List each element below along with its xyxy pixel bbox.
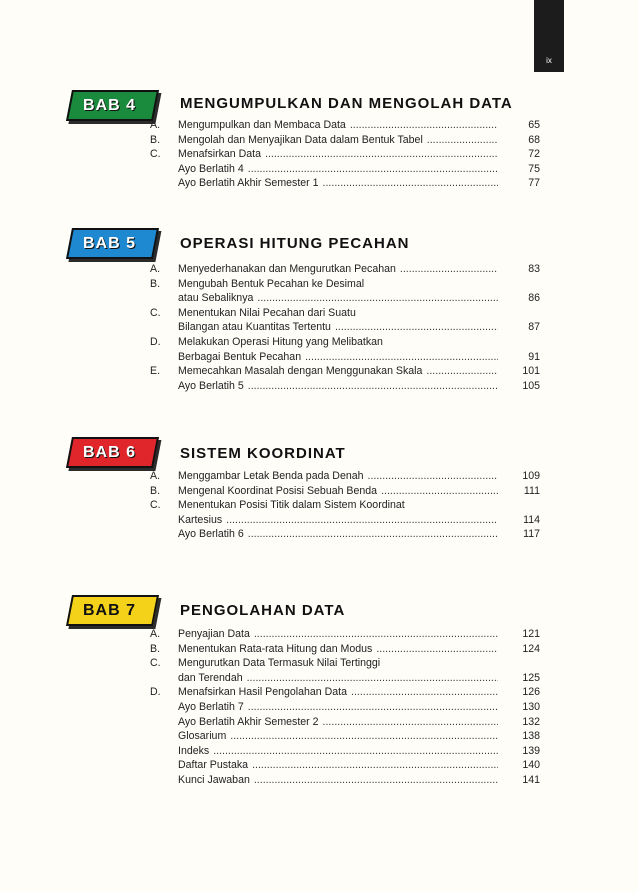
toc-entry xyxy=(150,469,540,484)
page-number-tab xyxy=(534,0,564,72)
toc-entry-line xyxy=(178,118,498,133)
toc-entry-text: Ayo Berlatih 7 xyxy=(178,700,244,713)
toc-entry-page: 72 xyxy=(528,148,540,161)
toc-entry-letter: B. xyxy=(150,133,161,146)
toc-entry-line xyxy=(178,162,498,177)
toc-entry-letter: C. xyxy=(150,499,161,512)
toc-entry xyxy=(150,700,540,715)
toc-entry-page: 75 xyxy=(528,162,540,175)
toc-dot-leader xyxy=(376,642,498,657)
toc-entry-letter: B. xyxy=(150,642,161,655)
toc-entry-line xyxy=(178,133,498,148)
chapter-entries-bab4 xyxy=(150,118,540,191)
toc-dot-leader xyxy=(368,469,498,484)
toc-entry xyxy=(150,627,540,642)
toc-entry-page: 121 xyxy=(522,628,540,640)
toc-entry-text: Menentukan Nilai Pecahan dari Suatu xyxy=(178,306,356,319)
toc-entry-page: 114 xyxy=(523,513,540,526)
toc-entry-line xyxy=(178,656,498,671)
toc-entry xyxy=(150,364,540,379)
chapter-badge-bab5 xyxy=(66,228,159,259)
chapter-title-bab6: SISTEM KOORDINAT xyxy=(180,445,346,462)
toc-entry-text: Menafsirkan Hasil Pengolahan Data xyxy=(178,686,348,699)
toc-entry xyxy=(150,147,540,162)
toc-entry-text: Mengenal Koordinat Posisi Sebuah Benda xyxy=(178,484,378,497)
chapter-badge-bab6 xyxy=(66,437,159,468)
toc-entry-text: Indeks xyxy=(178,744,210,757)
toc-entry-page: 101 xyxy=(522,365,540,378)
toc-dot-leader xyxy=(226,513,498,528)
toc-entry-line xyxy=(178,700,498,715)
toc-entry xyxy=(150,773,540,788)
toc-entry xyxy=(150,513,540,528)
toc-entry xyxy=(150,671,540,686)
toc-entry-page: 117 xyxy=(523,528,540,541)
toc-entry-line xyxy=(178,320,498,335)
toc-entry-line xyxy=(178,671,498,686)
toc-entry-page: 65 xyxy=(528,119,540,131)
toc-dot-leader xyxy=(257,291,498,306)
toc-entry-line xyxy=(178,685,498,700)
toc-dot-leader xyxy=(213,744,498,759)
toc-entry xyxy=(150,379,540,394)
toc-entry-page: 83 xyxy=(528,263,540,275)
toc-entry-line xyxy=(178,744,498,759)
toc-entry xyxy=(150,758,540,773)
toc-entry-text: Mengubah Bentuk Pecahan ke Desimal xyxy=(178,277,365,290)
toc-dot-leader xyxy=(426,364,498,379)
toc-entry-page: 139 xyxy=(522,744,540,757)
toc-dot-leader xyxy=(305,350,498,365)
toc-entry-line xyxy=(178,469,498,484)
toc-entry-text: Menyederhanakan dan Mengurutkan Pecahan xyxy=(178,263,396,275)
toc-entry-line xyxy=(178,379,498,394)
toc-entry xyxy=(150,320,540,335)
chapter-badge-label: BAB 7 xyxy=(83,602,137,619)
toc-entry-page: 132 xyxy=(522,715,540,728)
toc-dot-leader xyxy=(248,527,498,542)
toc-entry-text: Menentukan Posisi Titik dalam Sistem Koordinat xyxy=(178,499,405,512)
toc-entry-text: Menggambar Letak Benda pada Denah xyxy=(178,470,364,482)
chapter-entries-bab7 xyxy=(150,627,540,788)
toc-entry-line xyxy=(178,758,498,773)
toc-entry-letter: B. xyxy=(150,277,161,290)
toc-entry-line xyxy=(178,498,498,513)
toc-entry-line xyxy=(178,364,498,379)
chapter-entries-bab5 xyxy=(150,262,540,393)
toc-entry-page: 130 xyxy=(522,700,540,713)
toc-entry-line xyxy=(178,306,498,321)
toc-entry xyxy=(150,685,540,700)
chapter-badge-label: BAB 6 xyxy=(83,444,137,461)
toc-entry-line xyxy=(178,350,498,365)
toc-entry xyxy=(150,656,540,671)
toc-entry-letter: D. xyxy=(150,335,161,348)
toc-dot-leader xyxy=(350,118,498,133)
toc-entry-text: dan Terendah xyxy=(178,671,243,684)
toc-entry-page: 105 xyxy=(522,379,540,392)
toc-entry xyxy=(150,162,540,177)
toc-entry-letter: E. xyxy=(150,365,161,378)
toc-entry-page: 111 xyxy=(523,484,540,497)
page-number: ix xyxy=(546,56,552,65)
toc-entry-page: 138 xyxy=(522,730,540,743)
toc-entry xyxy=(150,262,540,277)
toc-entry-text: Ayo Berlatih Akhir Semester 2 xyxy=(178,715,319,728)
toc-entry xyxy=(150,484,540,499)
toc-entry-line xyxy=(178,291,498,306)
toc-entry-text: Daftar Pustaka xyxy=(178,759,249,772)
toc-entry-page: 109 xyxy=(522,470,540,482)
chapter-badge-label: BAB 5 xyxy=(83,235,137,252)
toc-entry-page: 124 xyxy=(522,642,540,655)
toc-entry-line xyxy=(178,642,498,657)
toc-dot-leader xyxy=(400,262,498,277)
toc-entry-letter: A. xyxy=(150,263,161,275)
toc-dot-leader xyxy=(248,700,498,715)
toc-entry-text: Mengolah dan Menyajikan Data dalam Bentuk Tabel xyxy=(178,133,423,146)
toc-entry xyxy=(150,642,540,657)
chapter-entries-bab6 xyxy=(150,469,540,542)
toc-dot-leader xyxy=(351,685,498,700)
toc-entry-text: Ayo Berlatih Akhir Semester 1 xyxy=(178,177,319,190)
toc-entry-text: Ayo Berlatih 4 xyxy=(178,162,244,175)
toc-entry xyxy=(150,350,540,365)
toc-dot-leader xyxy=(248,379,498,394)
toc-entry-page: 125 xyxy=(522,671,540,684)
toc-dot-leader xyxy=(427,133,498,148)
toc-dot-leader xyxy=(265,147,498,162)
toc-entry xyxy=(150,527,540,542)
toc-entry-line xyxy=(178,335,498,350)
toc-dot-leader xyxy=(247,671,498,686)
toc-entry-text: Kunci Jawaban xyxy=(178,773,250,786)
toc-entry-letter: C. xyxy=(150,306,161,319)
toc-entry-text: Menentukan Rata-rata Hitung dan Modus xyxy=(178,642,373,655)
chapter-badge-label: BAB 4 xyxy=(83,97,137,114)
toc-entry-letter: C. xyxy=(150,657,161,670)
toc-dot-leader xyxy=(335,320,498,335)
toc-entry xyxy=(150,729,540,744)
toc-dot-leader xyxy=(254,773,498,788)
toc-entry-line xyxy=(178,715,498,730)
toc-entry xyxy=(150,744,540,759)
toc-entry-line xyxy=(178,147,498,162)
toc-dot-leader xyxy=(381,484,498,499)
toc-entry xyxy=(150,306,540,321)
toc-entry-letter: A. xyxy=(150,119,161,131)
toc-entry-text: Penyajian Data xyxy=(178,628,250,640)
toc-entry-text: Glosarium xyxy=(178,730,227,743)
toc-entry-page: 86 xyxy=(528,292,540,305)
toc-entry-page: 91 xyxy=(528,350,540,363)
toc-entry-letter: C. xyxy=(150,148,161,161)
toc-dot-leader xyxy=(323,715,498,730)
chapter-title-bab5: OPERASI HITUNG PECAHAN xyxy=(180,235,410,252)
toc-entry-text: Mengurutkan Data Termasuk Nilai Tertinggi xyxy=(178,657,381,670)
toc-entry-line xyxy=(178,484,498,499)
toc-entry xyxy=(150,133,540,148)
toc-entry-page: 126 xyxy=(522,686,540,699)
toc-entry-line xyxy=(178,277,498,292)
toc-entry-text: Melakukan Operasi Hitung yang Melibatkan xyxy=(178,335,383,348)
toc-entry-line xyxy=(178,627,498,642)
toc-entry xyxy=(150,498,540,513)
toc-entry-page: 141 xyxy=(522,773,540,786)
toc-entry-page: 77 xyxy=(528,177,540,190)
toc-entry-text: Ayo Berlatih 6 xyxy=(178,528,244,541)
toc-entry xyxy=(150,118,540,133)
toc-entry-text: atau Sebaliknya xyxy=(178,292,254,305)
toc-entry xyxy=(150,277,540,292)
toc-entry-letter: A. xyxy=(150,470,161,482)
toc-entry xyxy=(150,335,540,350)
chapter-badge-bab4 xyxy=(66,90,159,121)
toc-entry-line xyxy=(178,262,498,277)
toc-dot-leader xyxy=(248,162,498,177)
toc-entry-letter: A. xyxy=(150,628,161,640)
toc-entry-text: Memecahkan Masalah dengan Menggunakan Skala xyxy=(178,365,423,378)
toc-dot-leader xyxy=(323,176,498,191)
toc-dot-leader xyxy=(252,758,498,773)
toc-entry-page: 87 xyxy=(528,321,540,334)
toc-entry-text: Menafsirkan Data xyxy=(178,148,262,161)
toc-entry-page: 68 xyxy=(528,133,540,146)
toc-entry-text: Ayo Berlatih 5 xyxy=(178,379,244,392)
toc-entry xyxy=(150,176,540,191)
toc-entry-letter: D. xyxy=(150,686,161,699)
toc-entry-line xyxy=(178,773,498,788)
toc-entry-text: Mengumpulkan dan Membaca Data xyxy=(178,119,346,131)
toc-entry-line xyxy=(178,513,498,528)
toc-entry-line xyxy=(178,729,498,744)
toc-dot-leader xyxy=(254,627,498,642)
toc-entry-line xyxy=(178,527,498,542)
toc-entry-line xyxy=(178,176,498,191)
toc-entry-text: Kartesius xyxy=(178,513,223,526)
chapter-title-bab4: MENGUMPULKAN DAN MENGOLAH DATA xyxy=(180,95,513,112)
chapter-title-bab7: PENGOLAHAN DATA xyxy=(180,602,346,619)
toc-entry-text: Bilangan atau Kuantitas Tertentu xyxy=(178,321,331,334)
toc-entry-page: 140 xyxy=(522,759,540,772)
toc-entry xyxy=(150,291,540,306)
chapter-badge-bab7 xyxy=(66,595,159,626)
toc-entry-text: Berbagai Bentuk Pecahan xyxy=(178,350,302,363)
toc-entry-letter: B. xyxy=(150,484,161,497)
toc-dot-leader xyxy=(230,729,498,744)
toc-entry xyxy=(150,715,540,730)
